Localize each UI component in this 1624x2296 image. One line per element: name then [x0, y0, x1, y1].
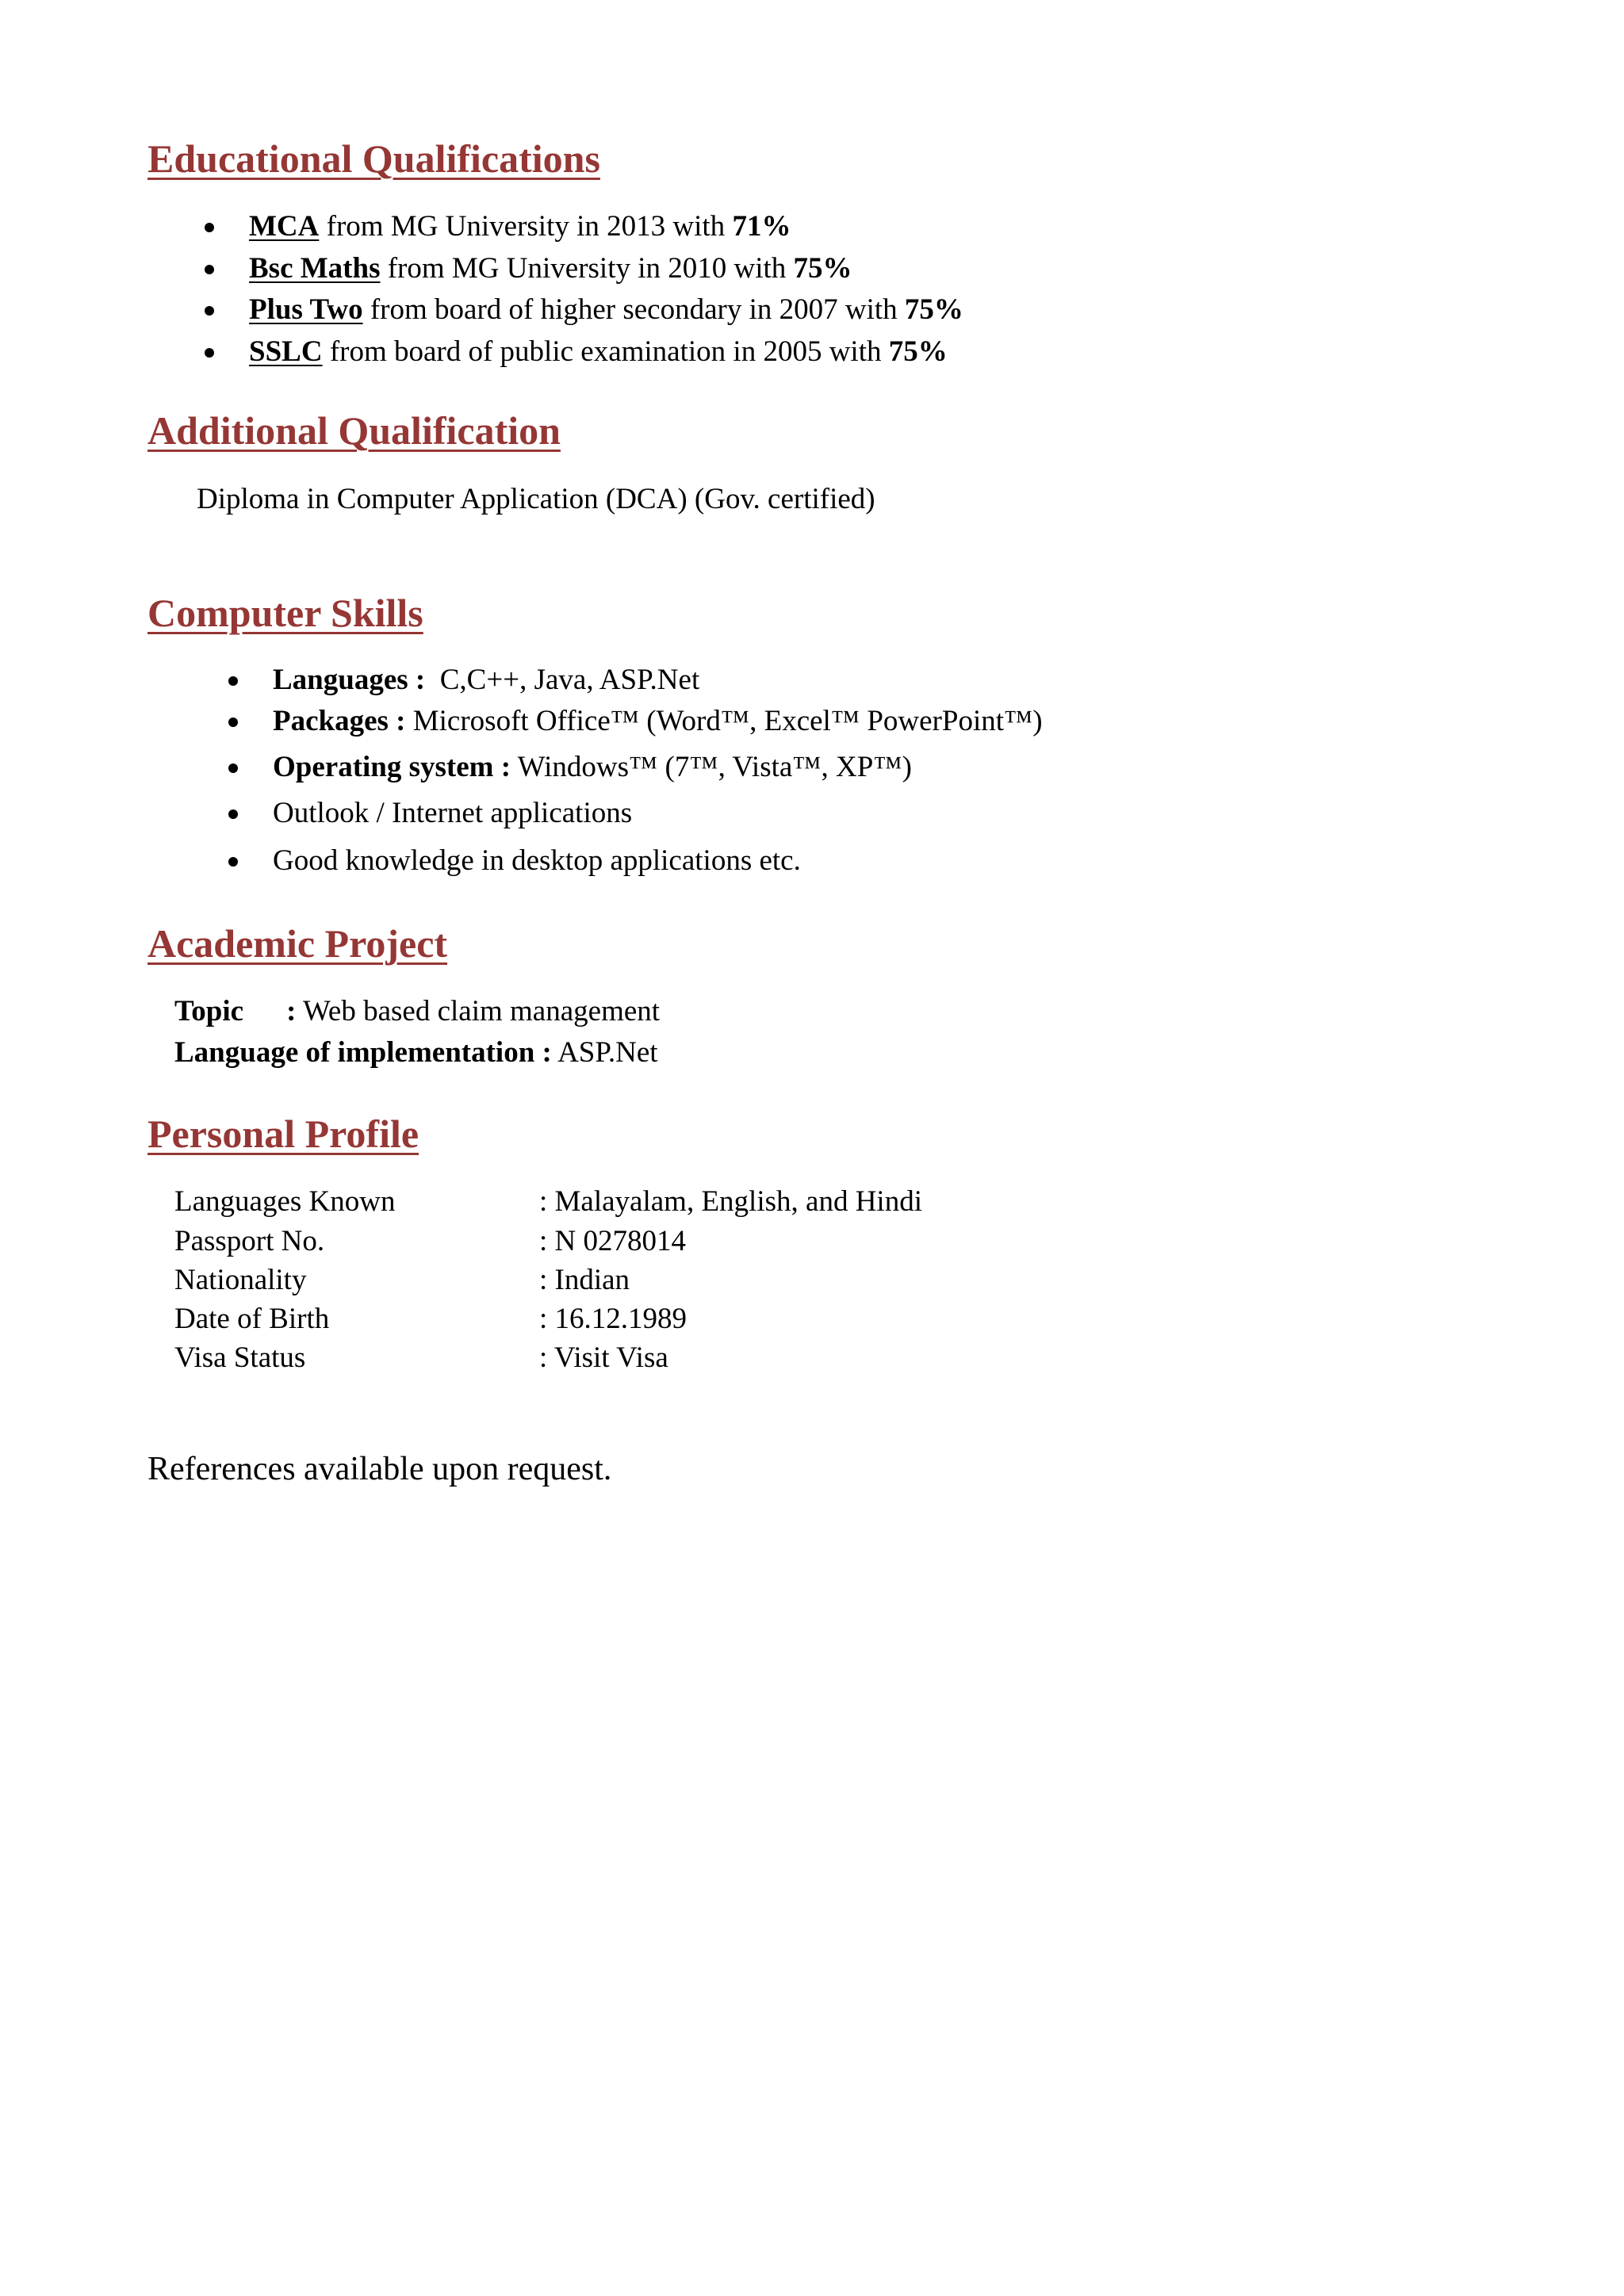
references-note: References available upon request.: [147, 1451, 612, 1487]
list-item: [273, 750, 1043, 796]
educational-qualifications-heading: Educational Qualifications: [147, 136, 600, 181]
list-item: [273, 844, 1043, 885]
profile-row: [174, 1184, 922, 1219]
profile-key: Nationality: [174, 1264, 307, 1296]
list-item: [249, 335, 963, 377]
list-item: [249, 251, 963, 293]
profile-row: [174, 1341, 668, 1376]
educational-list: [249, 209, 963, 376]
list-item: [249, 293, 963, 335]
profile-value: : Visit Visa: [539, 1341, 668, 1374]
profile-row: [174, 1263, 630, 1298]
profile-key: Languages Known: [174, 1185, 396, 1218]
profile-key: Visa Status: [174, 1341, 306, 1374]
project-language: [174, 1035, 658, 1070]
skill-value: Microsoft Office™ (Word™, Excel™ PowerPoint™): [405, 705, 1043, 737]
degree-detail: from board of public examination in 2005 with: [322, 335, 889, 368]
additional-qualification-text: Diploma in Computer Application (DCA) (Gov. certified): [197, 483, 875, 515]
degree-name: Plus Two: [249, 293, 363, 326]
degree-name: SSLC: [249, 335, 323, 368]
degree-score: 75%: [888, 335, 948, 368]
degree-detail: from MG University in 2010 with: [380, 251, 794, 285]
list-item: [273, 663, 1043, 704]
bullet-icon: [228, 763, 238, 773]
degree-score: 75%: [904, 293, 963, 326]
degree-name: MCA: [249, 210, 320, 243]
computer-skills-list: [273, 663, 1043, 885]
profile-value: : N 0278014: [539, 1225, 686, 1257]
profile-row: [174, 1224, 686, 1259]
skill-value: Outlook / Internet applications: [273, 797, 633, 829]
list-item: [273, 704, 1043, 750]
profile-value: : 16.12.1989: [539, 1303, 688, 1335]
degree-name: Bsc Maths: [249, 251, 381, 285]
topic-value: Web based claim management: [296, 995, 661, 1027]
topic-separator: :: [286, 995, 297, 1027]
academic-project-heading: Academic Project: [147, 921, 448, 966]
computer-skills-heading: Computer Skills: [147, 591, 423, 635]
bullet-icon: [228, 857, 238, 867]
profile-value: : Indian: [539, 1264, 630, 1296]
bullet-icon: [228, 809, 238, 819]
degree-score: 75%: [793, 251, 852, 285]
list-item: [273, 796, 1043, 844]
additional-qualification-heading: Additional Qualification: [147, 408, 561, 453]
bullet-icon: [228, 676, 238, 686]
skill-value: C,C++, Java, ASP.Net: [425, 664, 700, 696]
language-label: Language of implementation :: [174, 1036, 552, 1069]
list-item: [249, 209, 963, 251]
bullet-icon: [205, 348, 214, 358]
skill-value: Good knowledge in desktop applications etc.: [273, 844, 801, 877]
profile-row: [174, 1302, 688, 1337]
bullet-icon: [228, 718, 238, 727]
bullet-icon: [205, 265, 214, 274]
profile-value: : Malayalam, English, and Hindi: [539, 1185, 922, 1218]
skill-label: Packages :: [273, 705, 406, 737]
skill-label: Languages :: [273, 664, 426, 696]
language-value: ASP.Net: [551, 1036, 658, 1069]
degree-detail: from board of higher secondary in 2007 with: [362, 293, 905, 326]
bullet-icon: [205, 306, 214, 316]
profile-key: Passport No.: [174, 1225, 325, 1257]
topic-label: Topic: [174, 995, 244, 1027]
skill-value: Windows™ (7™, Vista™, XP™): [511, 751, 912, 783]
project-topic: [174, 994, 660, 1029]
bullet-icon: [205, 223, 214, 232]
personal-profile-heading: Personal Profile: [147, 1112, 419, 1156]
profile-key: Date of Birth: [174, 1303, 330, 1335]
degree-score: 71%: [732, 210, 791, 243]
degree-detail: from MG University in 2013 with: [319, 210, 733, 243]
skill-label: Operating system :: [273, 751, 511, 783]
